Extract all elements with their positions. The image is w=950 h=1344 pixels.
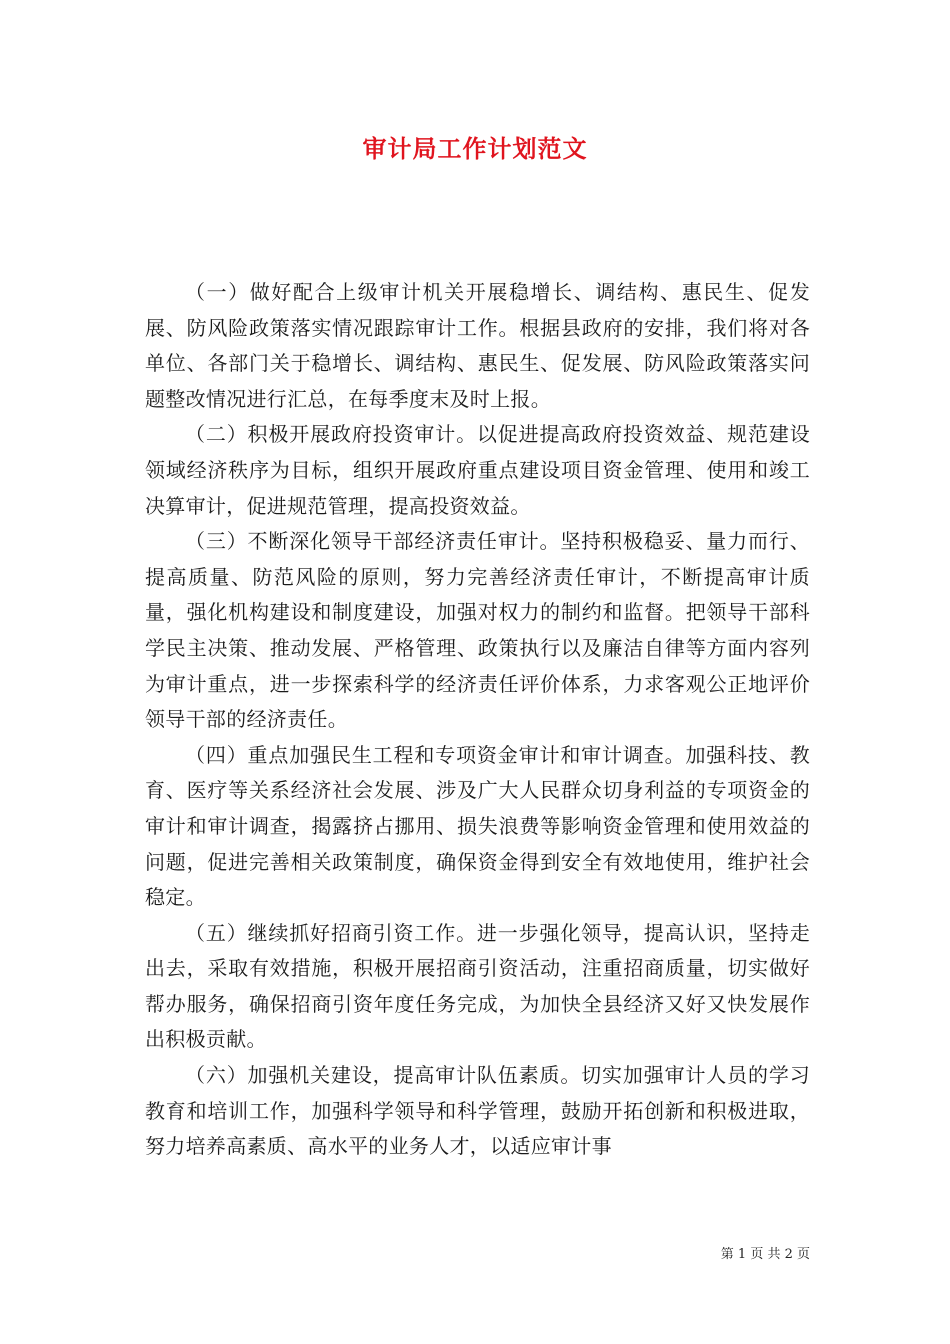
paragraph-5: （五）继续抓好招商引资工作。进一步强化领导，提高认识，坚持走出去，采取有效措施，积极开展招商引资活动，注重招商质量，切实做好帮办服务，确保招商引资年度任务完成，为加快全县经济又好又快发展作出积极贡献。: [145, 920, 810, 1052]
document-title: 审计局工作计划范文: [362, 134, 588, 163]
paragraph-2: （二）积极开展政府投资审计。以促进提高政府投资效益、规范建设领域经济秩序为目标，组织开展政府重点建设项目资金管理、使用和竣工决算审计，促进规范管理，提高投资效益。: [145, 422, 810, 518]
document-body: [145, 275, 810, 1165]
paragraph-1: （一）做好配合上级审计机关开展稳增长、调结构、惠民生、促发展、防风险政策落实情况跟踪审计工作。根据县政府的安排，我们将对各单位、各部门关于稳增长、调结构、惠民生、促发展、防风险政策落实问题整改情况进行汇总，在每季度末及时上报。: [145, 280, 810, 411]
paragraph-6: （六）加强机关建设，提高审计队伍素质。切实加强审计人员的学习教育和培训工作，加强科学领导和科学管理，鼓励开拓创新和积极进取，努力培养高素质、高水平的业务人才，以适应审计事: [145, 1063, 810, 1159]
page-number-footer: 第 1 页 共 2 页: [720, 1247, 810, 1262]
paragraph-4: （四）重点加强民生工程和专项资金审计和审计调查。加强科技、教育、医疗等关系经济社会发展、涉及广大人民群众切身利益的专项资金的审计和审计调查，揭露挤占挪用、损失浪费等影响资金管理和使用效益的问题，促进完善相关政策制度，确保资金得到安全有效地使用，维护社会稳定。: [145, 742, 810, 910]
paragraph-3: （三）不断深化领导干部经济责任审计。坚持积极稳妥、量力而行、提高质量、防范风险的原则，努力完善经济责任审计，不断提高审计质量，强化机构建设和制度建设，加强对权力的制约和监督。把领导干部科学民主决策、推动发展、严格管理、政策执行以及廉洁自律等方面内容列为审计重点，进一步探索科学的经济责任评价体系，力求客观公正地评价领导干部的经济责任。: [145, 529, 810, 732]
